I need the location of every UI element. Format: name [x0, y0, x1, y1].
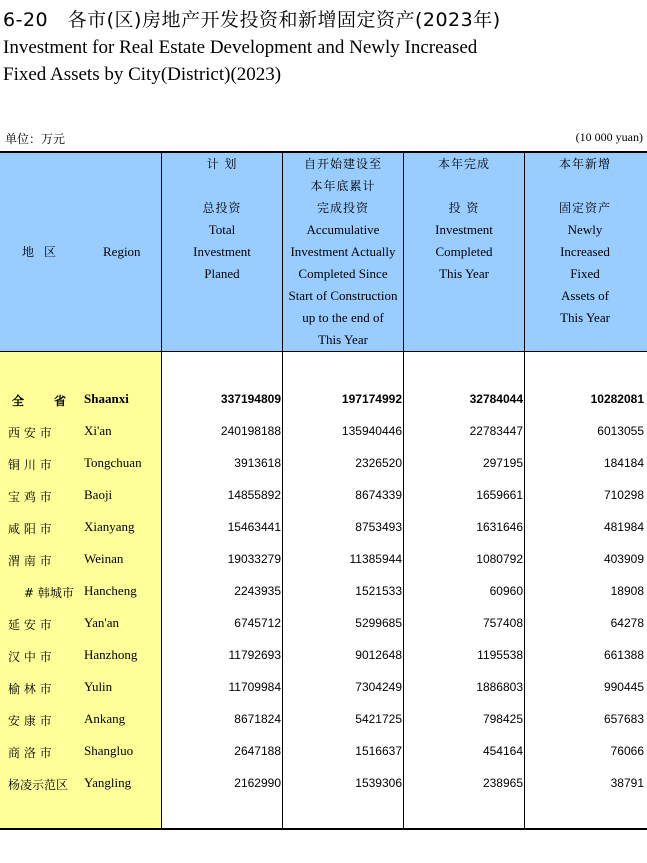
column-header-3	[404, 153, 524, 351]
value-cell: 1080792	[476, 552, 523, 566]
unit-label-chinese: 单位：万元	[5, 132, 66, 146]
value-cell: 8753493	[355, 520, 402, 534]
region-name-english: Xi'an	[84, 423, 112, 438]
table-row	[0, 768, 647, 800]
region-name-english: Shaanxi	[84, 391, 129, 406]
column-header-line: Planed	[204, 266, 240, 281]
region-header-chinese: 地区	[22, 245, 67, 259]
column-header-line: Newly	[567, 222, 603, 237]
region-name-chinese: 铜 川 市	[8, 458, 52, 472]
region-name-english: Xianyang	[84, 519, 135, 534]
value-cell: 337194809	[220, 392, 281, 406]
table-row	[0, 448, 647, 480]
column-divider	[403, 153, 404, 828]
table-row	[0, 384, 647, 416]
value-cell: 6745712	[234, 616, 281, 630]
value-cell: 990445	[603, 680, 644, 694]
table-row	[0, 672, 647, 704]
table-row	[0, 704, 647, 736]
value-cell: 19033279	[227, 552, 281, 566]
table-row	[0, 512, 647, 544]
column-header-line: 本年新增	[558, 157, 611, 171]
column-header-line	[525, 175, 645, 197]
value-cell: 38791	[610, 776, 644, 790]
value-cell: 197174992	[341, 392, 402, 406]
value-cell: 1516637	[355, 744, 402, 758]
table-row	[0, 576, 647, 608]
value-cell: 3913618	[234, 456, 281, 470]
value-cell: 60960	[489, 584, 523, 598]
column-header-line: 自开始建设至	[303, 157, 382, 171]
value-cell: 1886803	[476, 680, 523, 694]
value-cell: 403909	[603, 552, 644, 566]
column-header-line: This Year	[439, 266, 489, 281]
column-header-line: Completed	[435, 244, 493, 259]
value-cell: 135940446	[341, 424, 402, 438]
table-body	[0, 352, 647, 828]
value-cell: 5421725	[355, 712, 402, 726]
column-header-2	[283, 153, 403, 351]
value-cell: 1521533	[355, 584, 402, 598]
region-name-english: Hancheng	[84, 583, 137, 598]
region-name-chinese: 宝 鸡 市	[8, 490, 52, 504]
column-header-line: Total	[208, 222, 236, 237]
value-cell: 1539306	[355, 776, 402, 790]
data-table	[0, 151, 647, 830]
region-name-chinese: 汉 中 市	[8, 650, 52, 664]
region-name-chinese: # 韩城市	[24, 586, 74, 600]
region-name-english: Hanzhong	[84, 647, 138, 662]
table-row	[0, 608, 647, 640]
column-header-line: 完成投资	[316, 201, 369, 215]
value-cell: 64278	[610, 616, 644, 630]
region-name-english: Ankang	[84, 711, 126, 726]
value-cell: 481984	[603, 520, 644, 534]
value-cell: 14855892	[227, 488, 281, 502]
region-name-english: Baoji	[84, 487, 113, 502]
page-title-english-line1: Investment for Real Estate Development and Newly Increased	[3, 37, 478, 58]
region-name-chinese: 商 洛 市	[8, 746, 52, 760]
region-name-english: Yan'an	[84, 615, 119, 630]
value-cell: 2243935	[234, 584, 281, 598]
region-name-chinese: 咸 阳 市	[8, 522, 52, 536]
column-header-line	[162, 175, 282, 197]
value-cell: 757408	[482, 616, 523, 630]
region-name-english: Yulin	[84, 679, 113, 694]
table-header	[0, 153, 647, 352]
value-cell: 7304249	[355, 680, 402, 694]
column-header-line: up to the end of	[302, 310, 384, 325]
column-header-line: This Year	[560, 310, 610, 325]
column-header-line: 本年底累计	[310, 179, 376, 193]
value-cell: 1195538	[477, 648, 523, 662]
column-header-line: Increased	[560, 244, 610, 259]
page-title-chinese: 6-20 各市(区)房地产开发投资和新增固定资产(2023年)	[3, 9, 501, 31]
value-cell: 657683	[603, 712, 644, 726]
value-cell: 661388	[603, 648, 644, 662]
table-row	[0, 416, 647, 448]
value-cell: 22783447	[469, 424, 523, 438]
column-divider	[282, 153, 283, 828]
column-header-4	[525, 153, 645, 351]
table-row	[0, 544, 647, 576]
value-cell: 240198188	[220, 424, 281, 438]
value-cell: 2162990	[234, 776, 281, 790]
region-name-english: Shangluo	[84, 743, 134, 758]
column-header-line: Fixed	[570, 266, 600, 281]
region-name-english: Weinan	[84, 551, 124, 566]
column-header-line: Investment	[435, 222, 493, 237]
value-cell: 184184	[603, 456, 644, 470]
table-row	[0, 640, 647, 672]
value-cell: 11385944	[349, 552, 402, 566]
column-header-line: 总投资	[202, 201, 242, 215]
region-name-chinese: 杨凌示范区	[8, 778, 69, 792]
region-name-english: Yangling	[84, 775, 132, 790]
value-cell: 2647188	[234, 744, 281, 758]
value-cell: 76066	[610, 744, 644, 758]
region-name-chinese: 延 安 市	[8, 618, 52, 632]
column-header-line: Investment	[193, 244, 251, 259]
table-row	[0, 480, 647, 512]
value-cell: 11792693	[228, 648, 281, 662]
column-header-line: 本年完成	[437, 157, 490, 171]
column-header-line: Assets of	[560, 288, 610, 303]
unit-label-english: (10 000 yuan)	[575, 130, 643, 144]
region-name-chinese: 渭 南 市	[8, 554, 52, 568]
value-cell: 1631646	[476, 520, 523, 534]
value-cell: 11709984	[228, 680, 281, 694]
value-cell: 18908	[610, 584, 644, 598]
column-header-line: This Year	[318, 332, 368, 347]
column-header-line: 固定资产	[558, 201, 611, 215]
value-cell: 798425	[482, 712, 523, 726]
value-cell: 5299685	[355, 616, 402, 630]
value-cell: 8671824	[234, 712, 281, 726]
value-cell: 6013055	[597, 424, 644, 438]
value-cell: 2326520	[355, 456, 402, 470]
value-cell: 1659661	[476, 488, 523, 502]
table-row	[0, 736, 647, 768]
region-name-english: Tongchuan	[84, 455, 142, 470]
column-header-line: 投 资	[448, 201, 480, 215]
value-cell: 297195	[482, 456, 523, 470]
value-cell: 710298	[603, 488, 644, 502]
region-name-chinese: 西 安 市	[8, 426, 52, 440]
column-divider	[524, 153, 525, 828]
column-divider	[161, 153, 162, 828]
value-cell: 8674339	[355, 488, 402, 502]
value-cell: 454164	[482, 744, 523, 758]
value-cell: 32784044	[469, 392, 523, 406]
value-cell: 10282081	[590, 392, 644, 406]
value-cell: 238965	[482, 776, 523, 790]
column-header-1	[162, 153, 282, 351]
column-header-line: 计 划	[206, 157, 238, 171]
page-title-english-line2: Fixed Assets by City(District)(2023)	[3, 64, 282, 85]
region-name-chinese: 全 省	[12, 394, 69, 408]
column-header-line: Accumulative	[306, 222, 380, 237]
region-name-chinese: 榆 林 市	[8, 682, 52, 696]
value-cell: 9012648	[355, 648, 402, 662]
region-header-english: Region	[103, 244, 141, 259]
column-header-line: Completed Since	[298, 266, 388, 281]
column-header-line: Investment Actually	[290, 244, 396, 259]
column-header-line	[404, 175, 524, 197]
column-header-line: Start of Construction	[288, 288, 398, 303]
value-cell: 15463441	[227, 520, 281, 534]
region-name-chinese: 安 康 市	[8, 714, 52, 728]
